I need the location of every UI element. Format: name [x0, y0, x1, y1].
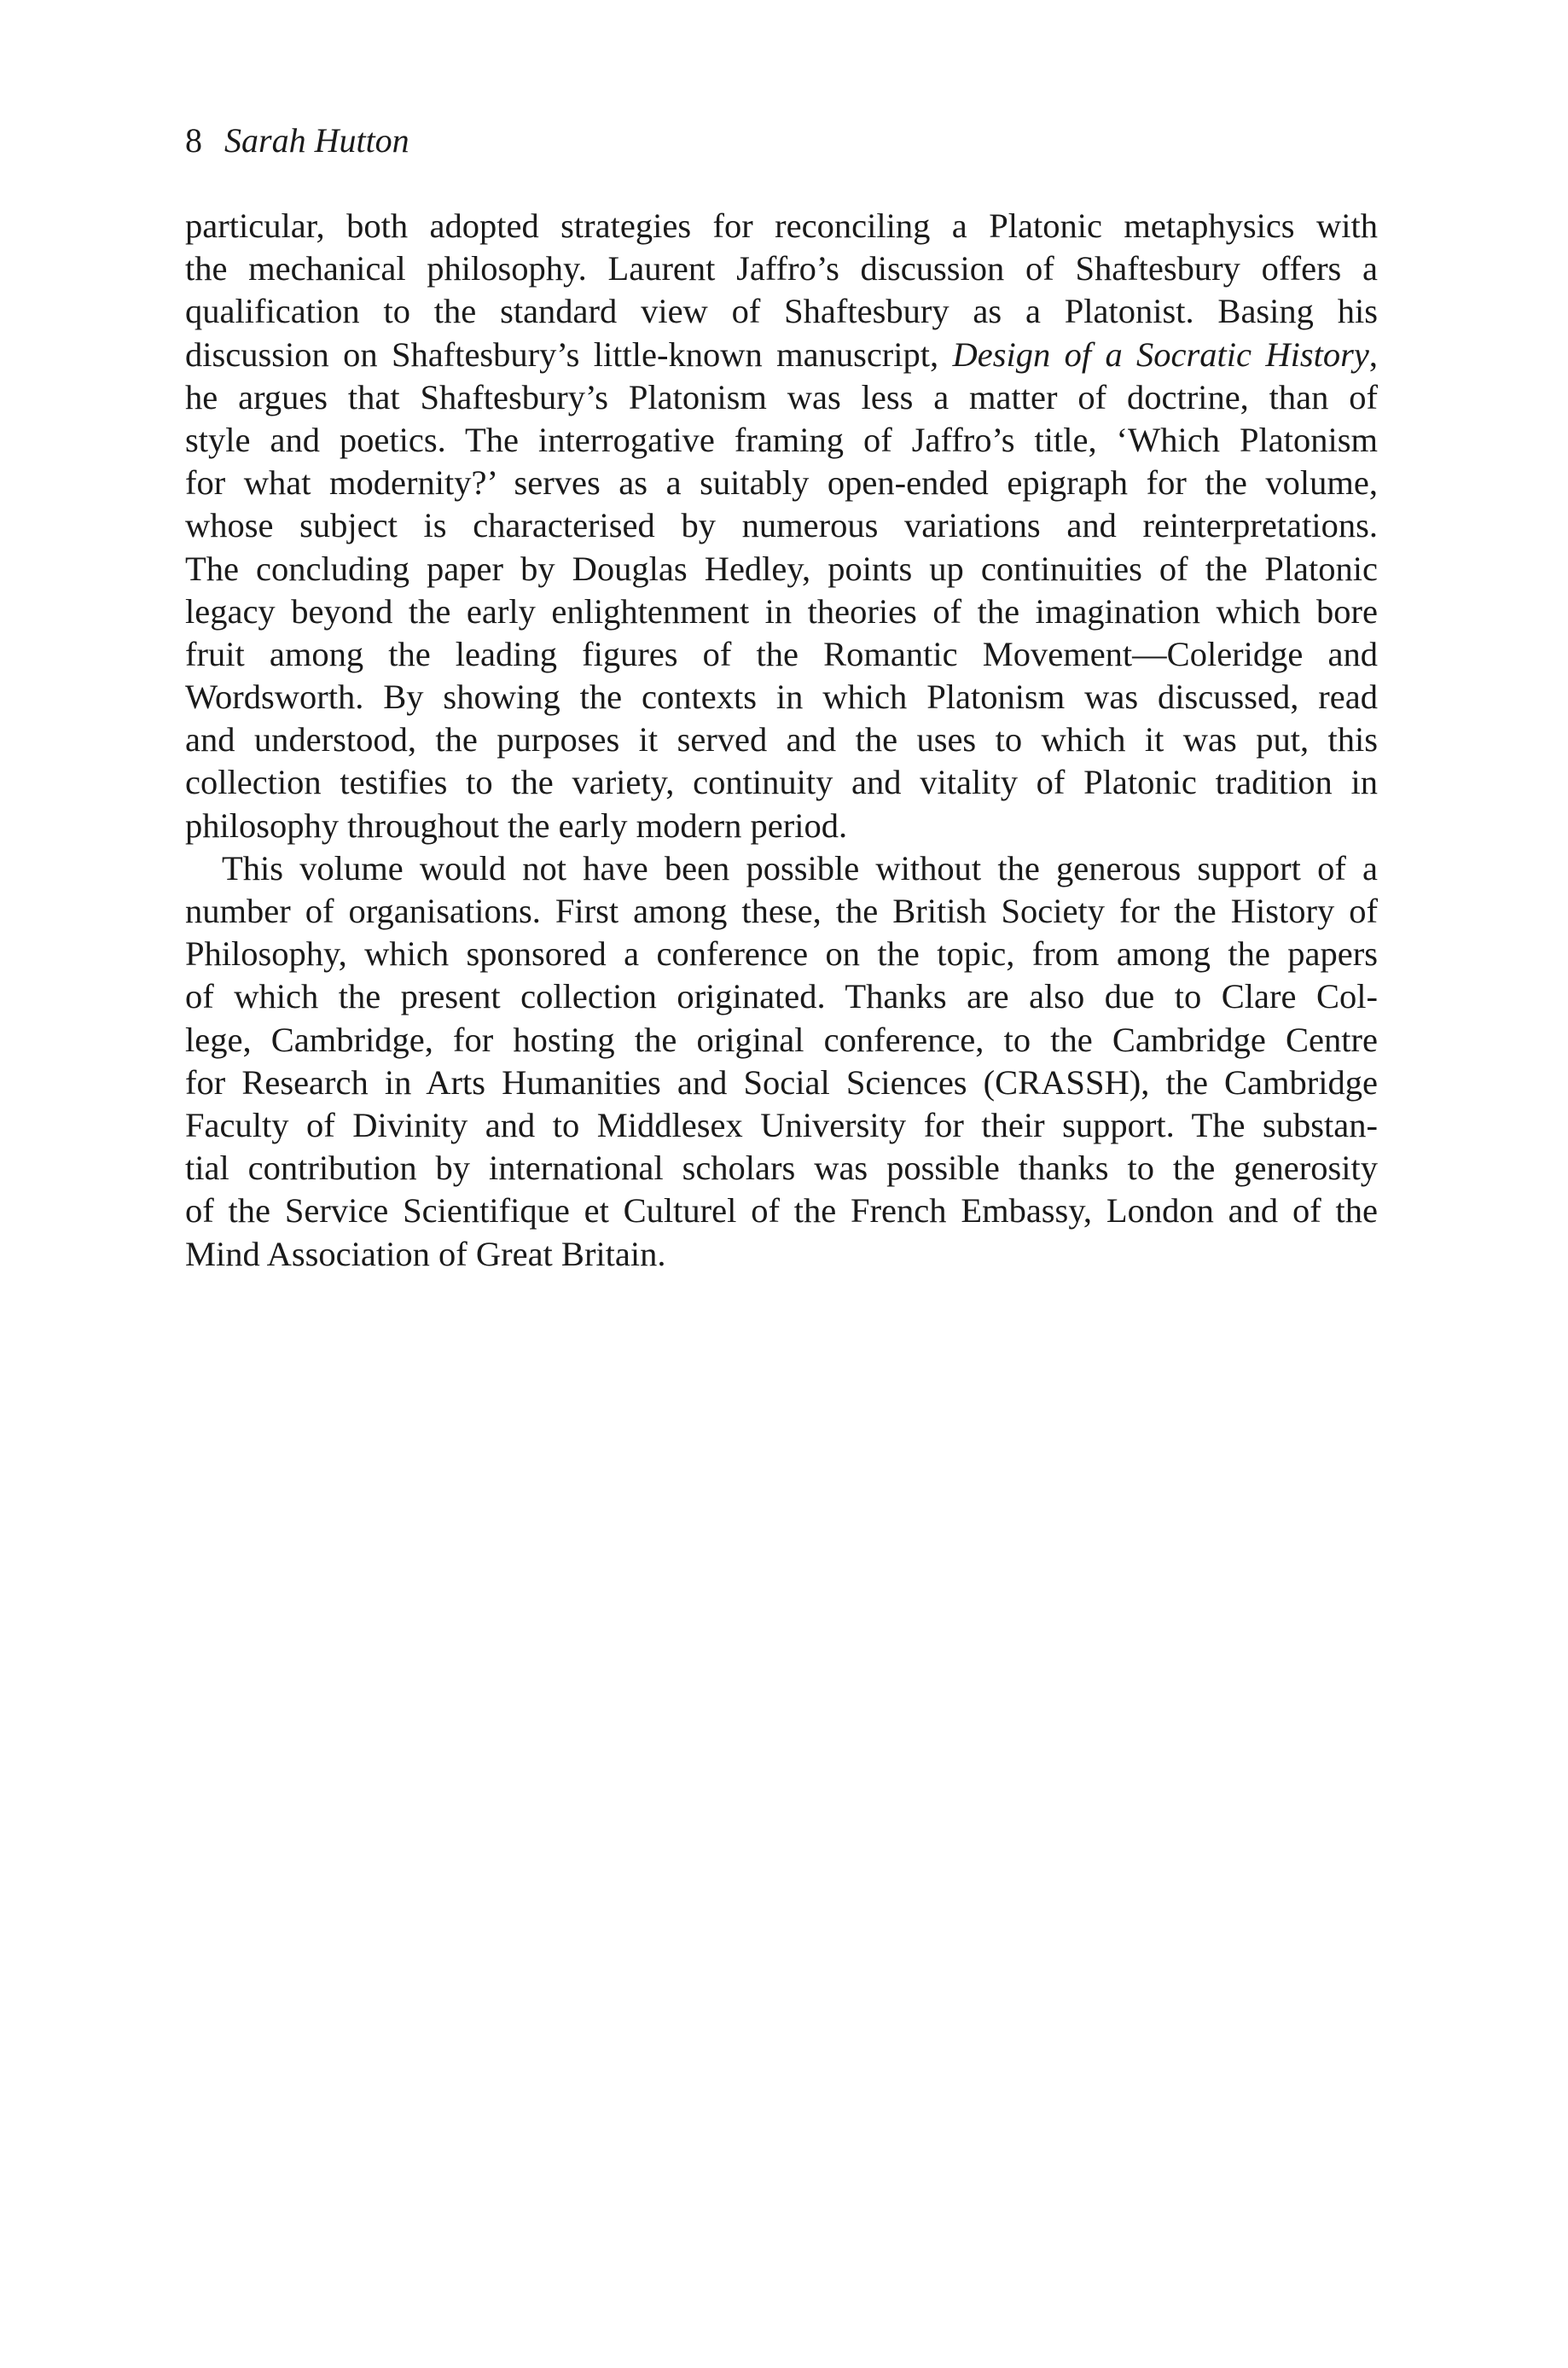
text-line: collection testifies to the variety, continuity and vitality of Platonic tradition in: [185, 763, 1378, 802]
text-line: lege, Cambridge, for hosting the original conference, to the Cambridge Centre: [185, 1020, 1378, 1059]
text-line: The concluding paper by Douglas Hedley, points up continuities of the Platonic: [185, 549, 1378, 588]
text-line: philosophy throughout the early modern period.: [185, 806, 848, 845]
text-line: qualification to the standard view of Shaftesbury as a Platonist. Basing his: [185, 292, 1378, 331]
text-line: particular, both adopted strategies for reconciling a Platonic metaphysics with: [185, 207, 1378, 245]
text-line: style and poetics. The interrogative framing of Jaffro’s title, ‘Which Platonism: [185, 420, 1378, 459]
text-segment: ,: [1368, 335, 1378, 374]
text-line: of which the present collection originated. Thanks are also due to Clare Col-: [185, 977, 1378, 1016]
running-head: [185, 119, 409, 162]
text-line: for Research in Arts Humanities and Social Sciences (CRASSH), the Cambridge: [185, 1062, 1378, 1102]
text-segment: discussion on Shaftesbury’s little-known manuscript,: [185, 335, 953, 374]
body-text: [185, 205, 1378, 1276]
text-line: of the Service Scientifique et Culturel of the French Embassy, London and of the: [185, 1191, 1378, 1231]
text-line: Wordsworth. By showing the contexts in which Platonism was discussed, read: [185, 678, 1378, 717]
text-line: Philosophy, which sponsored a conference on the topic, from among the papers: [185, 934, 1378, 974]
text-line: and understood, the purposes it served and the uses to which it was put, this: [185, 720, 1378, 759]
text-line: [185, 334, 1378, 376]
text-line: the mechanical philosophy. Laurent Jaffro’s discussion of Shaftesbury offers a: [185, 249, 1378, 288]
text-line: for what modernity?’ serves as a suitably open-ended epigraph for the volume,: [185, 463, 1378, 503]
text-line: Faculty of Divinity and to Middlesex University for their support. The substan-: [185, 1105, 1378, 1144]
manuscript-title: Design of a Socratic History: [952, 335, 1369, 374]
paragraph-2: [185, 847, 1378, 1276]
text-line: Mind Association of Great Britain.: [185, 1234, 666, 1273]
text-line: whose subject is characterised by numerous variations and reinterpretations.: [185, 506, 1378, 545]
paragraph-1: [185, 205, 1378, 847]
text-line: he argues that Shaftesbury’s Platonism was less a matter of doctrine, than of: [185, 377, 1378, 416]
text-line: This volume would not have been possible without the generous support of a: [222, 848, 1378, 887]
text-line: number of organisations. First among these, the British Society for the History of: [185, 892, 1378, 930]
page-number: 8: [185, 121, 202, 160]
text-line: legacy beyond the early enlightenment in theories of the imagination which bore: [185, 591, 1378, 631]
running-head-author: Sarah Hutton: [224, 121, 409, 160]
text-line: fruit among the leading figures of the Romantic Movement—Coleridge and: [185, 634, 1378, 673]
text-line: tial contribution by international scholars was possible thanks to the generosity: [185, 1149, 1378, 1188]
